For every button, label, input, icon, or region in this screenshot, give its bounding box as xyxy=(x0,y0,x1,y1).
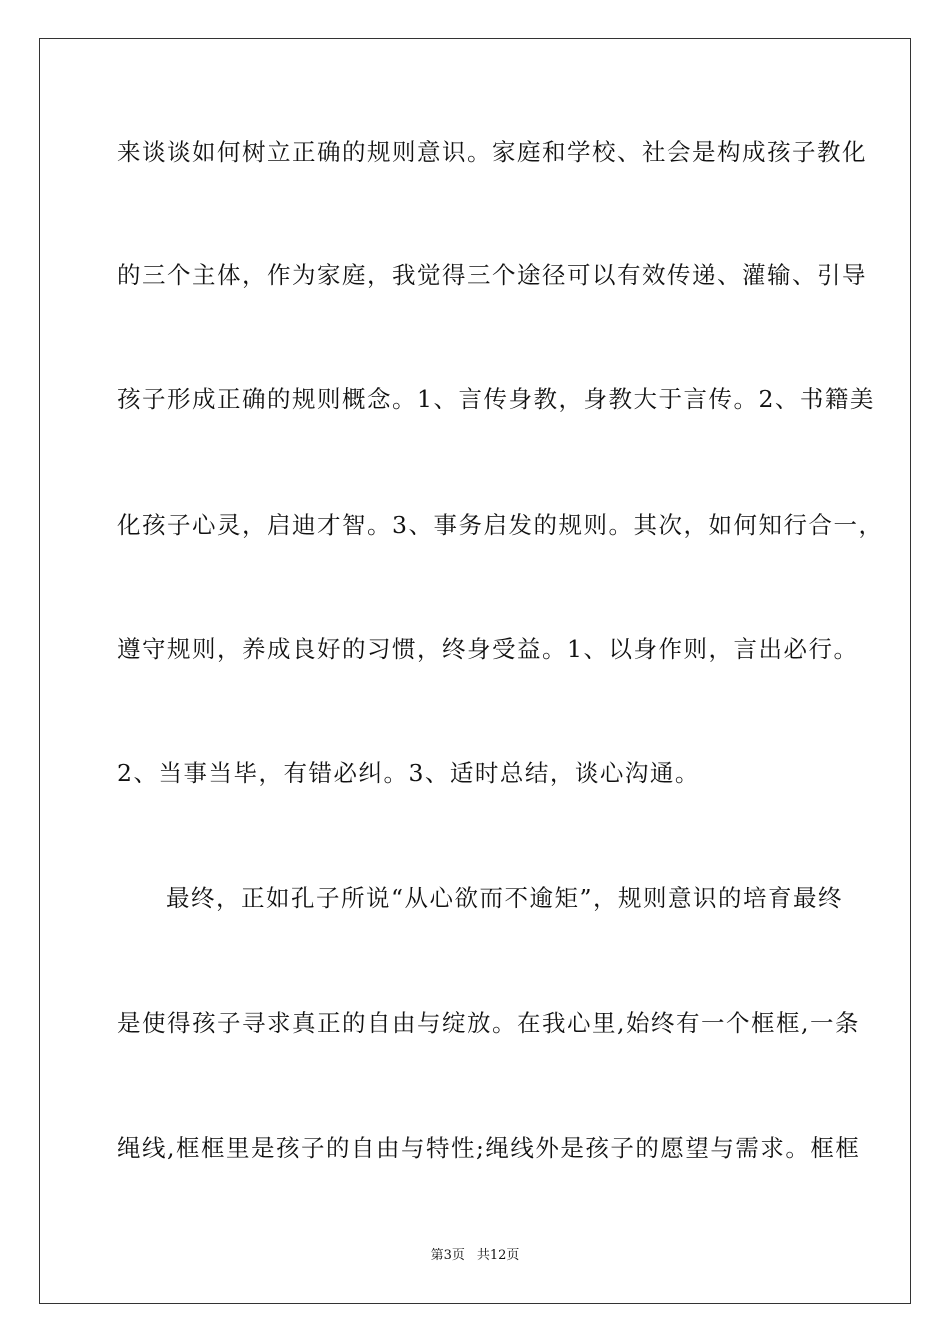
body-text-line: 孩子形成正确的规则概念。1、言传身教，身教大于言传。2、书籍美 xyxy=(117,385,875,413)
body-text-line: 是使得孩子寻求真正的自由与绽放。在我心里,始终有一个框框,一条 xyxy=(117,1009,860,1037)
body-text-line: 2、当事当毕，有错必纠。3、适时总结，谈心沟通。 xyxy=(117,759,700,787)
body-text-line: 绳线,框框里是孩子的自由与特性;绳线外是孩子的愿望与需求。框框 xyxy=(117,1134,861,1162)
page-border xyxy=(39,38,911,1304)
paragraph-start-line: 最终，正如孔子所说“从心欲而不逾矩”，规则意识的培育最终 xyxy=(166,884,844,912)
body-text-line: 化孩子心灵，启迪才智。3、事务启发的规则。其次，如何知行合一， xyxy=(117,511,884,539)
body-text-line: 来谈谈如何树立正确的规则意识。家庭和学校、社会是构成孩子教化 xyxy=(117,138,867,166)
body-text-line: 遵守规则，养成良好的习惯，终身受益。1、以身作则，言出必行。 xyxy=(117,635,859,663)
page-footer xyxy=(0,1247,950,1265)
total-pages: 共12页 xyxy=(476,1248,520,1263)
body-text-line: 的三个主体，作为家庭，我觉得三个途径可以有效传递、灌输、引导 xyxy=(117,261,867,289)
page-number: 第3页 xyxy=(430,1248,465,1263)
